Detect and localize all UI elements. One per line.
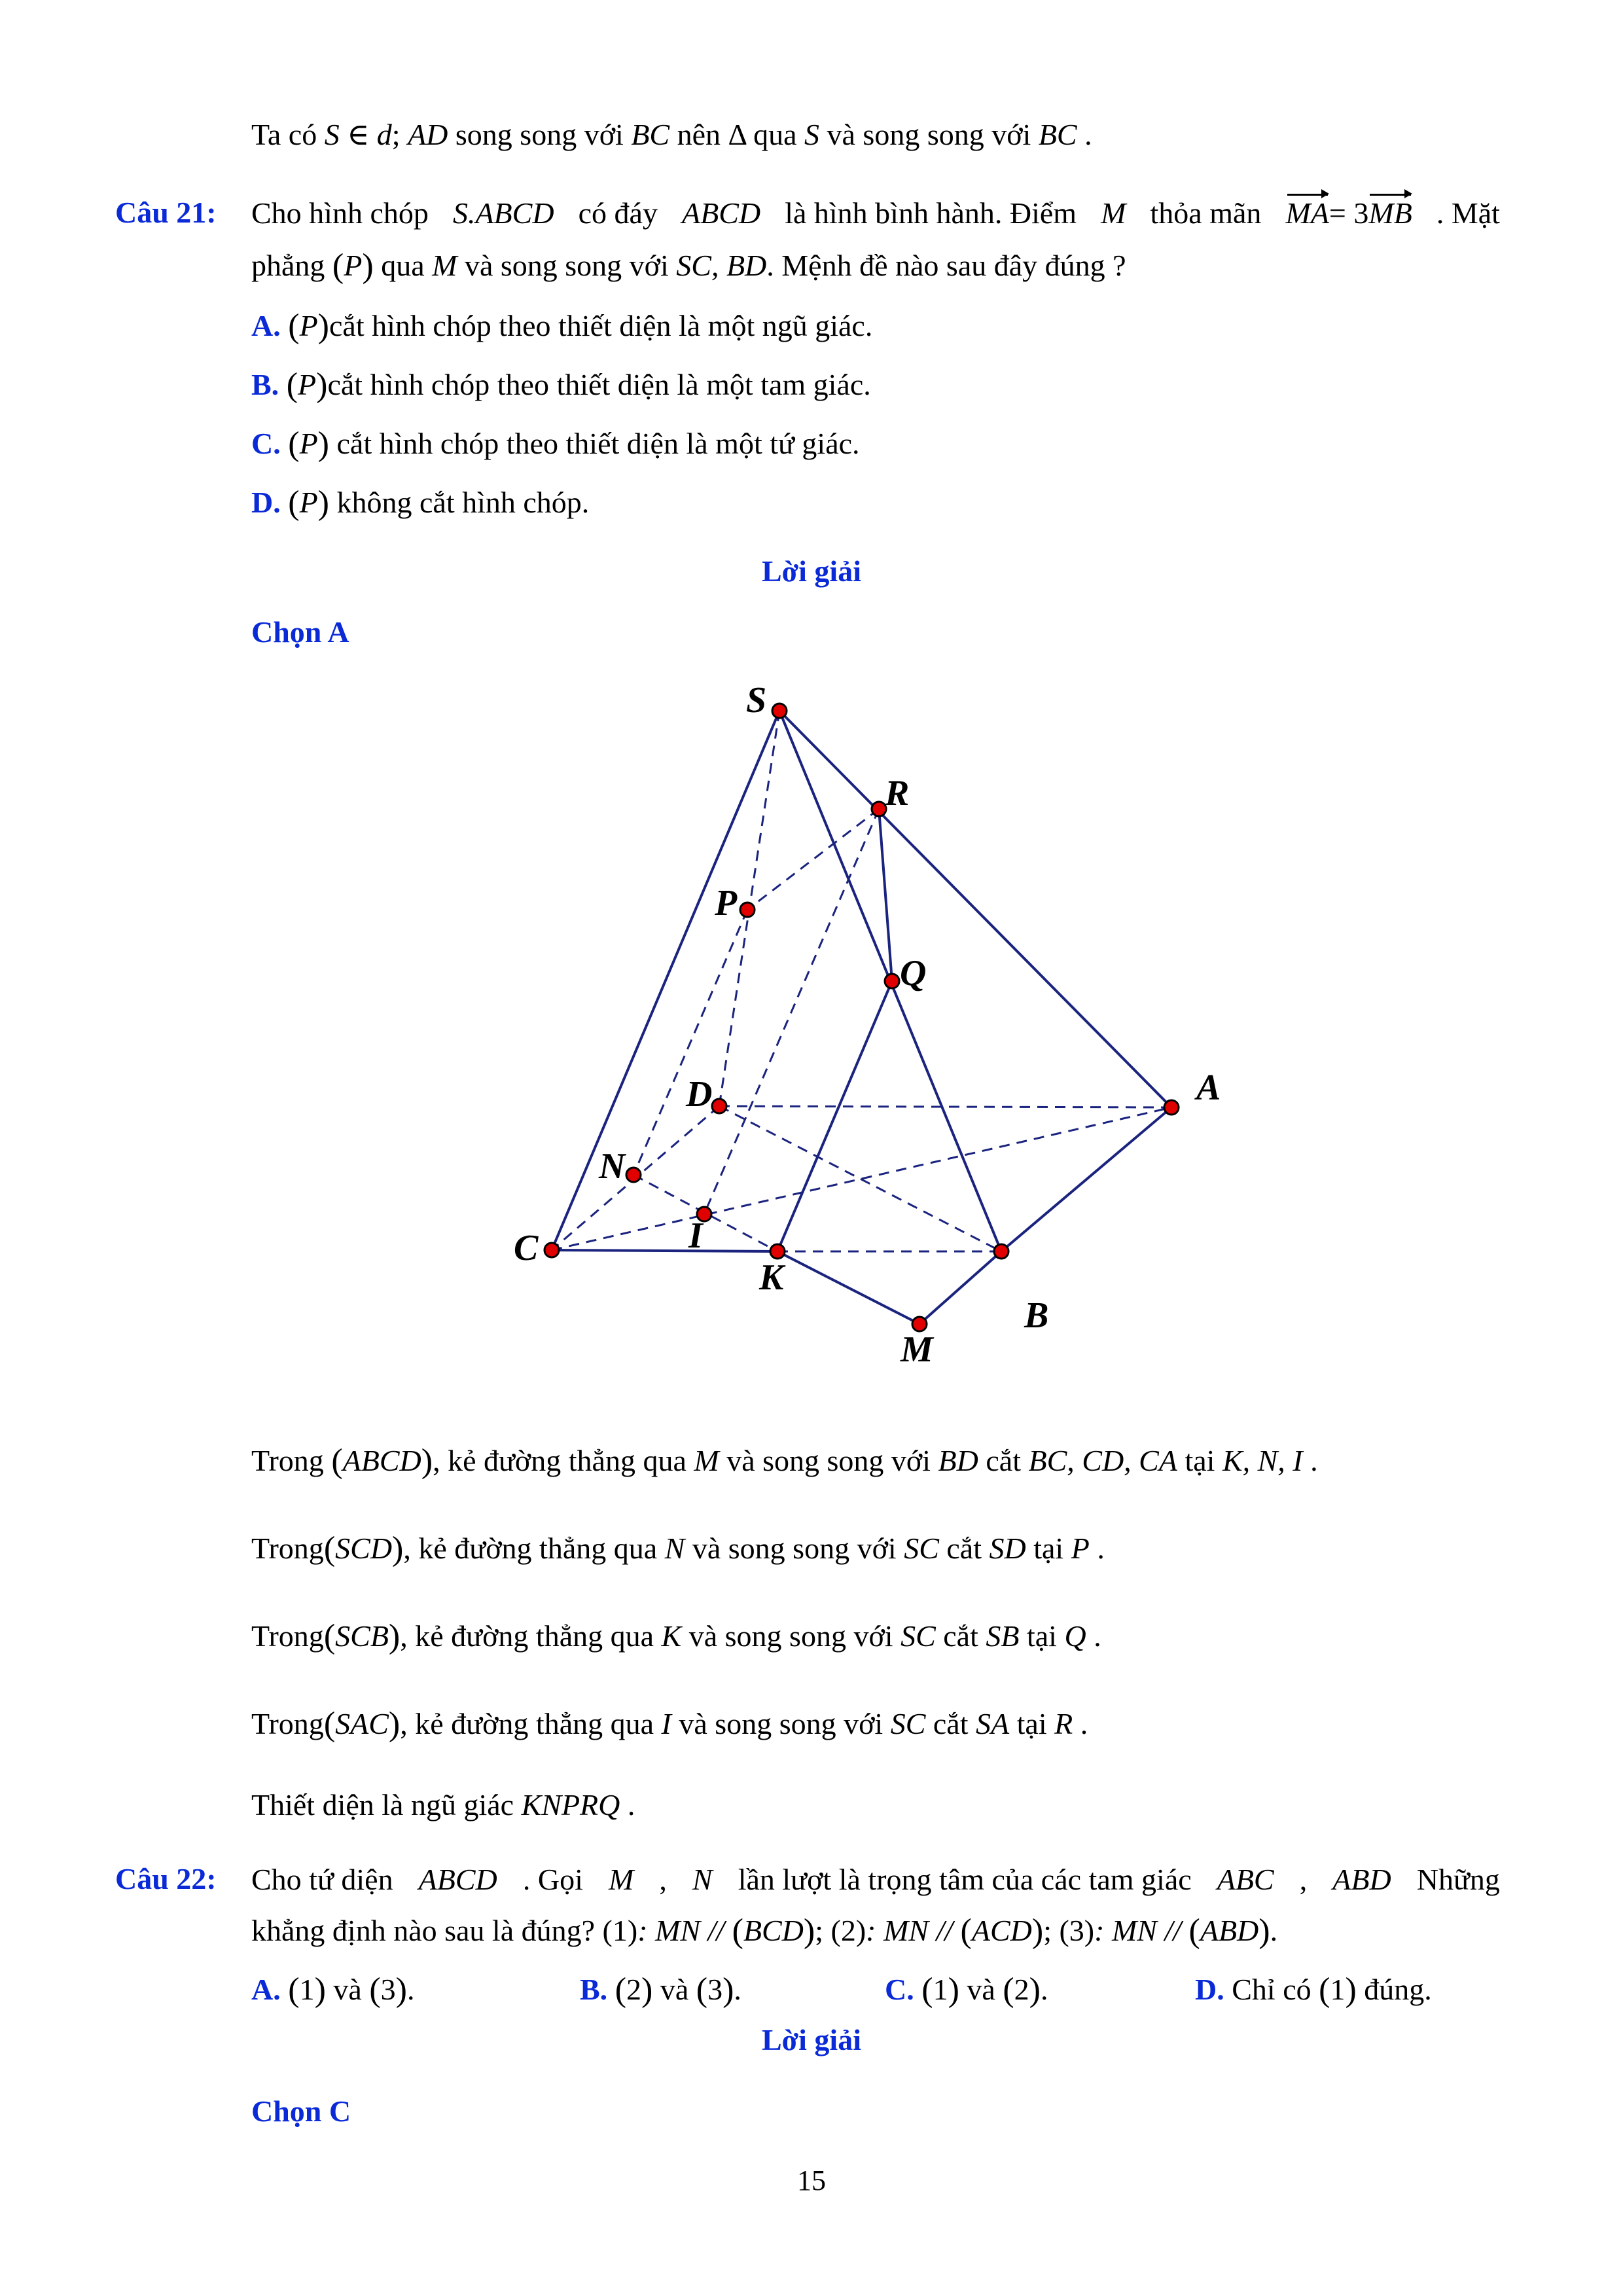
edge-ri <box>704 809 879 1214</box>
label-b: B <box>1024 1295 1049 1336</box>
intro-line: Ta có S ∈ d; AD song song với BC nên Δ qua S và song song với BC . <box>251 118 1092 151</box>
label-a: A <box>1196 1067 1221 1108</box>
edge-da <box>719 1106 1171 1107</box>
q22-solution-title: Lời giải <box>762 2023 861 2056</box>
edge-db <box>719 1106 1001 1251</box>
step-2: Trong(SCD), kẻ đường thẳng qua N và song song với SC cắt SD tại P . <box>251 1530 1105 1568</box>
label-n: N <box>599 1146 626 1187</box>
q22-option-d: D. Chỉ có (1) đúng. <box>1195 1971 1432 2009</box>
q22-option-c: C. (1) và (2). <box>885 1971 1048 2009</box>
point-k <box>770 1244 785 1259</box>
option-b: B. (P)cắt hình chóp theo thiết diện là một tam giác. <box>251 367 871 404</box>
option-d: D. (P) không cắt hình chóp. <box>251 484 590 522</box>
edge-rp <box>747 809 879 910</box>
edge-bm <box>919 1251 1001 1324</box>
step-3: Trong(SCB), kẻ đường thẳng qua K và song song với SC cắt SB tại Q . <box>251 1618 1101 1655</box>
q21-solution-title: Lời giải <box>762 554 861 588</box>
point-r <box>872 802 886 816</box>
option-a: A. (P)cắt hình chóp theo thiết diện là một ngũ giác. <box>251 308 873 345</box>
label-p: P <box>715 883 738 924</box>
point-n <box>626 1168 641 1182</box>
question-22-line-1: Cho tứ diện ABCD . Gọi M , N lần lượt là trọng tâm của các tam giác ABC , ABD Những <box>251 1863 1500 1896</box>
label-r: R <box>885 773 910 814</box>
edge-sc <box>552 711 779 1250</box>
point-d <box>712 1099 726 1113</box>
vector-ma: MA <box>1286 195 1329 231</box>
step-1: Trong (ABCD), kẻ đường thẳng qua M và song song với BD cắt BC, CD, CA tại K, N, I . <box>251 1443 1318 1480</box>
step-4: Trong(SAC), kẻ đường thẳng qua I và song song với SC cắt SA tại R . <box>251 1706 1088 1743</box>
edge-km <box>777 1251 919 1324</box>
label-c: C <box>514 1228 539 1268</box>
page-number: 15 <box>797 2164 826 2197</box>
label-q: Q <box>900 953 927 994</box>
vector-mb: MB <box>1368 195 1412 231</box>
q22-choice: Chọn C <box>251 2094 351 2128</box>
edge-sa <box>779 711 1171 1107</box>
point-c <box>544 1243 559 1257</box>
edge-pn <box>633 910 747 1175</box>
question-21-line-1: Cho hình chóp S.ABCD có đáy ABCD là hình bình hành. Điểm M thỏa mãn MA= 3MB . Mặt <box>251 195 1500 231</box>
q22-option-b: B. (2) và (3). <box>580 1971 741 2009</box>
label-i: I <box>688 1215 703 1256</box>
conclusion: Thiết diện là ngũ giác KNPRQ . <box>251 1788 635 1821</box>
label-m: M <box>901 1329 933 1370</box>
point-p <box>740 903 755 917</box>
option-c: C. (P) cắt hình chóp theo thiết diện là một tứ giác. <box>251 425 860 463</box>
edge-ab <box>1001 1107 1171 1251</box>
edge-qk <box>777 981 892 1251</box>
question-22-label: Câu 22: <box>115 1862 217 1895</box>
edge-ck <box>552 1250 777 1251</box>
question-21-line-2: phẳng (P) qua M và song song với SC, BD. Mệnh đề nào sau đây đúng ? <box>251 247 1126 285</box>
point-a <box>1164 1100 1179 1115</box>
q21-choice: Chọn A <box>251 615 349 649</box>
label-k: K <box>759 1257 784 1298</box>
q22-option-a: A. (1) và (3). <box>251 1971 415 2009</box>
point-s <box>772 704 787 718</box>
question-21-label: Câu 21: <box>115 196 217 229</box>
point-q <box>885 974 899 988</box>
point-b <box>994 1244 1008 1259</box>
label-s: S <box>746 680 767 721</box>
question-22-line-2: khẳng định nào sau là đúng? (1): MN // (BCD); (2): MN // (ACD); (3): MN // (ABD). <box>251 1912 1278 1950</box>
label-d: D <box>686 1074 713 1115</box>
